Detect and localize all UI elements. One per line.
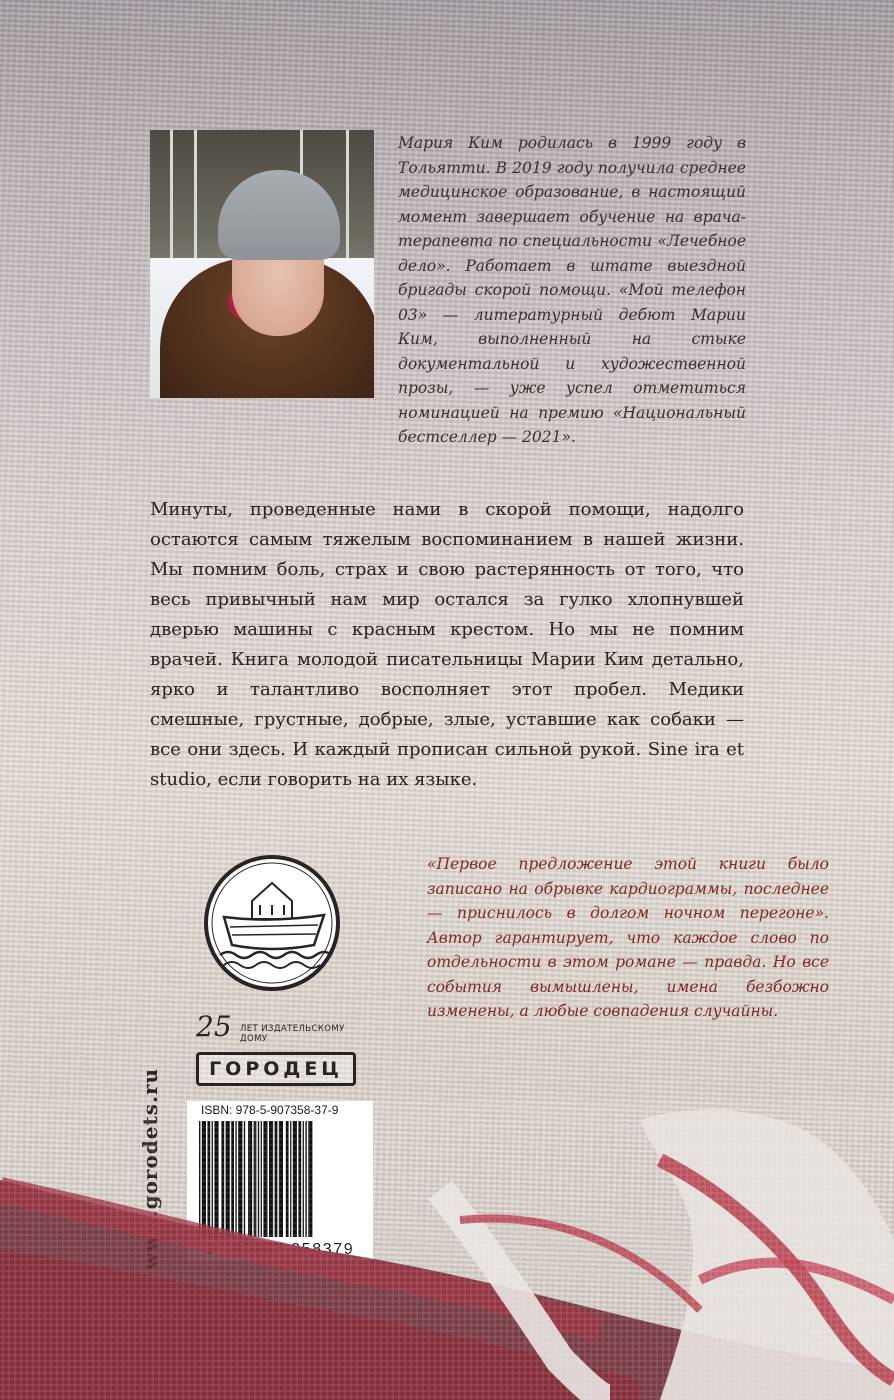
author-quote: «Первое предложение этой книги было записано на обрывке кардиограммы, последнее — приснилось в долгом ночном перегоне». Автор гарантирует, что каждое слово по отдельности в этом романе — правда. Но все события вымышлены, имена безбожно изменены, а любые совпадения случайны. [427, 855, 829, 1020]
publisher-name: ГОРОДЕЦ [196, 1052, 356, 1086]
author-photo [150, 130, 374, 398]
anniversary-number: 25 [196, 1010, 232, 1043]
author-bio: Мария Ким родилась в 1999 году в Тольятти. В 2019 году получила среднее медицинское образование, в настоящий момент завершает обучение на врача-терапевта по специальности «Лечебное дело». Работает в штате выездной бригады скорой помощи. «Мой телефон 03» — литературный дебют Марии Ким, выполненный на стыке документальной и художественной прозы, — уже успел отметиться номинацией на премию «Национальный бестселлер — 2021». [398, 134, 746, 446]
bandage-illustration [0, 1100, 894, 1400]
publisher-logo [196, 1010, 360, 1094]
anniversary-tag: ЛЕТ ИЗДАТЕЛЬСКОМУ ДОМУ [240, 1024, 345, 1044]
ark-logo-icon [202, 853, 342, 993]
book-blurb: Минуты, проведенные нами в скорой помощи, надолго остаются самым тяжелым воспоминанием в нашей жизни. Мы помним боль, страх и свою растерянность от того, что весь привычный нам мир остался за гулко хлопнувшей дверью машины с красным крестом. Но мы не помним врачей. Книга молодой писательницы Марии Ким детально, ярко и талантливо восполняет этот пробел. Медики смешные, грустные, добрые, злые, уставшие как собаки — все они здесь. И каждый прописан сильной рукой. Sine ira et studio, если говорить на их языке. [150, 499, 744, 790]
